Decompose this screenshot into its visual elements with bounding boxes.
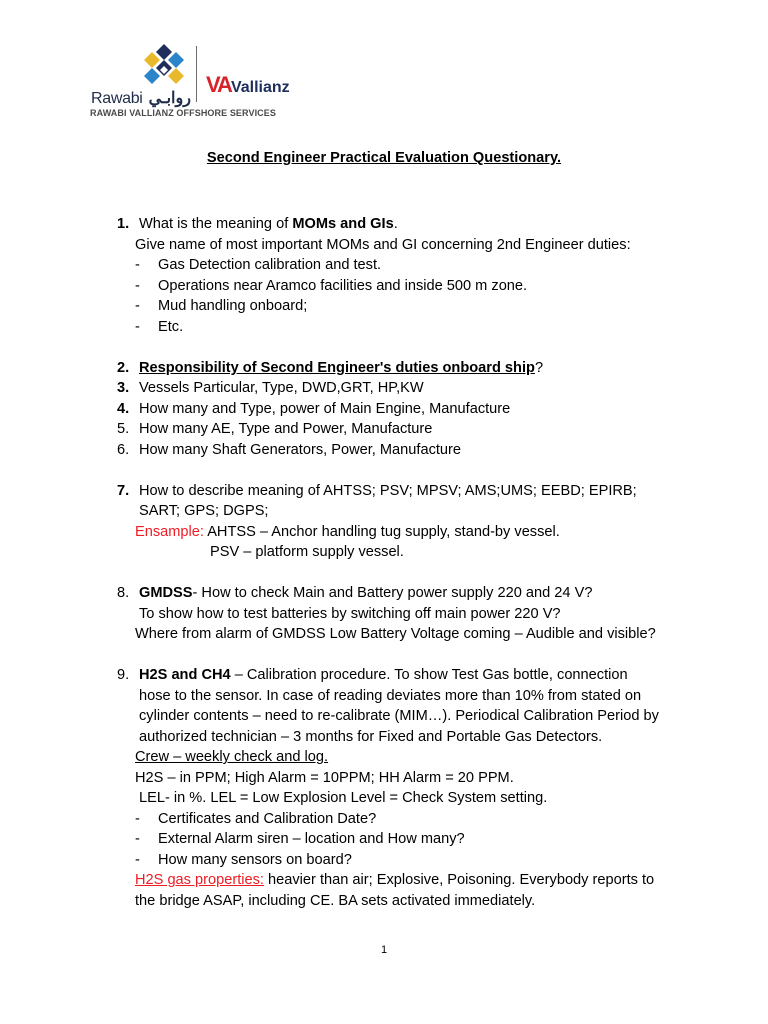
vallianz-logo: VAVallianz [206,72,290,97]
lel-note: LEL- in %. LEL = Low Explosion Level = Check System setting. [139,790,548,806]
question-9-line-2: hose to the sensor. In case of reading deviates more than 10% from stated on [139,688,642,704]
list-item: - Mud handling onboard; [135,298,308,314]
question-8: 8. GMDSS- How to check Main and Battery power supply 220 and 24 V? [117,585,593,601]
list-item: - How many sensors on board? [135,852,352,868]
rawabi-logo-icon [138,44,190,88]
question-8-line-2: To show how to test batteries by switching off main power 220 V? [139,606,561,622]
document-title: Second Engineer Practical Evaluation Questionary. [206,150,562,166]
vallianz-mark-icon: VA [206,72,231,97]
question-9-line-3: cylinder contents – need to re-calibrate (MIM…). Periodical Calibration Period by [139,708,659,724]
question-5: 5. How many AE, Type and Power, Manufacture [117,421,433,437]
h2s-alarm-levels: H2S – in PPM; High Alarm = 10PPM; HH Alarm = 20 PPM. [135,770,514,786]
list-item: - Operations near Aramco facilities and inside 500 m zone. [135,278,528,294]
question-2: 2. Responsibility of Second Engineer's duties onboard ship? [117,360,544,376]
question-1-line-2: Give name of most important MOMs and GI concerning 2nd Engineer duties: [135,237,631,253]
question-7: 7. How to describe meaning of AHTSS; PSV; MPSV; AMS;UMS; EEBD; EPIRB; [117,483,637,499]
list-item: - Etc. [135,319,184,335]
company-name: RAWABI VALLIANZ OFFSHORE SERVICES [90,108,276,118]
question-7-line-2: SART; GPS; DGPS; [139,503,269,519]
letterhead [88,40,348,120]
crew-check: Crew – weekly check and log. [135,749,329,765]
example-line-2: PSV – platform supply vessel. [210,544,404,560]
question-9-line-4: authorized technician – 3 months for Fixed and Portable Gas Detectors. [139,729,603,745]
list-item: - External Alarm siren – location and How many? [135,831,465,847]
h2s-properties-line-2: the bridge ASAP, including CE. BA sets activated immediately. [135,893,536,909]
example-line: Ensample: AHTSS – Anchor handling tug supply, stand-by vessel. [135,524,560,540]
h2s-properties: H2S gas properties: heavier than air; Explosive, Poisoning. Everybody reports to [135,872,655,888]
question-1: 1. What is the meaning of MOMs and GIs. [117,216,398,232]
logo-divider [196,46,197,102]
list-item: - Certificates and Calibration Date? [135,811,377,827]
question-6: 6. How many Shaft Generators, Power, Manufacture [117,442,462,458]
question-8-line-3: Where from alarm of GMDSS Low Battery Voltage coming – Audible and visible? [135,626,656,642]
page-number: 1 [380,944,388,956]
rawabi-wordmark: Rawabi روابـي [91,90,191,107]
question-4: 4. How many and Type, power of Main Engine, Manufacture [117,401,511,417]
list-item: - Gas Detection calibration and test. [135,257,382,273]
question-9: 9. H2S and CH4 – Calibration procedure. To show Test Gas bottle, connection [117,667,628,683]
question-3: 3. Vessels Particular, Type, DWD,GRT, HP,KW [117,380,424,396]
